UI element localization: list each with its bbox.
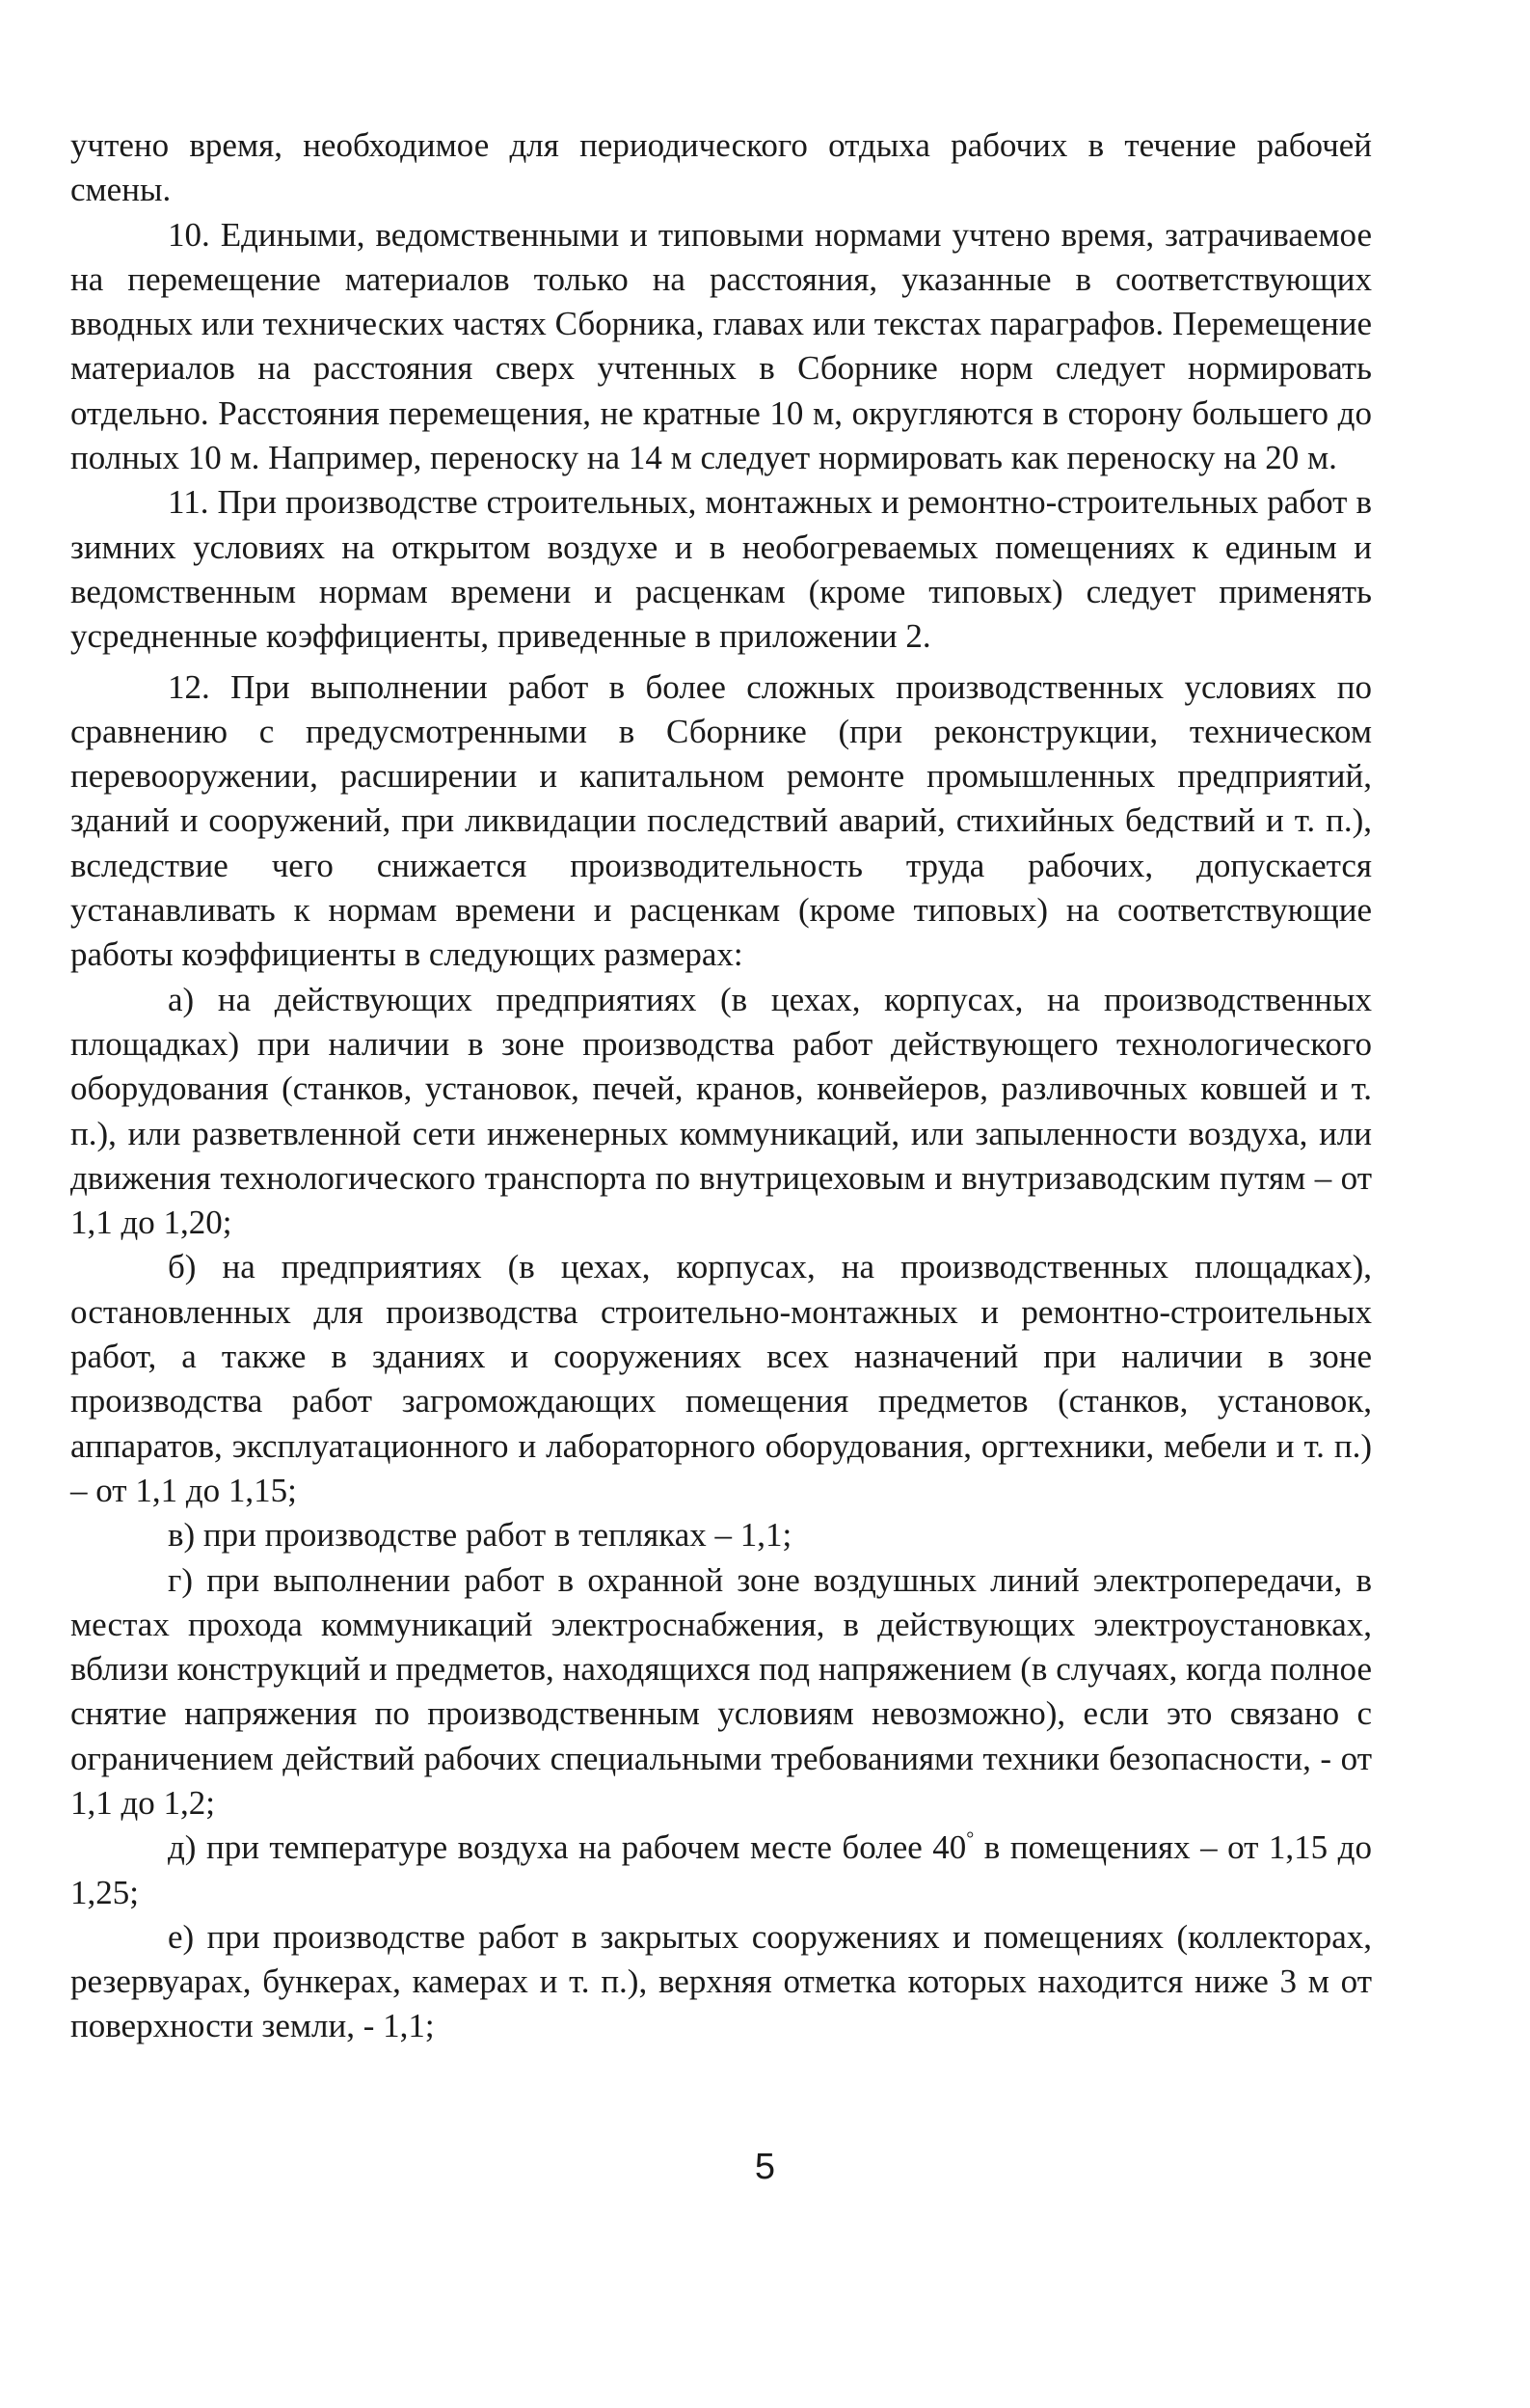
degree-sign: ° — [966, 1828, 975, 1851]
list-item-d-text-after: в помещениях – от 1,15 до 1,25; — [70, 1828, 1372, 1911]
list-item-b: б) на предприятиях (в цехах, корпусах, на производственных площадках), остановленных для производства строительно-монтажных и ремонтно-строительных работ, а также в зданиях и сооружениях всех назначений при наличии в зоне производства работ загромождающих помещения предметов (станков, установок, аппаратов, эксплуатационного и лабораторного оборудования, оргтехники, мебели и т. п.) – от 1,1 до 1,15; — [70, 1248, 1372, 1509]
paragraph-10: 10. Едиными, ведомственными и типовыми нормами учтено время, затрачиваемое на перемещение материалов только на расстояния, указанные в соответствующих вводных или технических частях Сборника, главах или текстах параграфов. Перемещение материалов на расстояния сверх учтенных в Сборнике норм следует нормировать отдельно. Расстояния перемещения, не кратные 10 м, округляются в сторону большего до полных 10 м. Например, переноску на 14 м следует нормировать как переноску на 20 м. — [70, 215, 1372, 477]
paragraph-12: 12. При выполнении работ в более сложных производственных условиях по сравнению с предусмотренными в Сборнике (при реконструкции, техническом перевооружении, расширении и капитальном ремонте промышленных предприятий, зданий и сооружений, при ликвидации последствий аварий, стихийных бедствий и т. п.), вследствие чего снижается производительность труда рабочих, допускается устанавливать к нормам времени и расценкам (кроме типовых) на соответствующие работы коэффициенты в следующих размерах: — [70, 667, 1372, 974]
list-item-d — [70, 1826, 1372, 1915]
list-item-a: а) на действующих предприятиях (в цехах, корпусах, на производственных площадках) при наличии в зоне производства работ действующего технологического оборудования (станков, установок, печей, кранов, конвейеров, разливочных ковшей и т. п.), или разветвленной сети инженерных коммуникаций, или запыленности воздуха, или движения технологического транспорта по внутрицеховым и внутризаводским путям – от 1,1 до 1,20; — [70, 980, 1372, 1242]
list-item-v: в) при производстве работ в тепляках – 1,1; — [168, 1516, 792, 1555]
list-item-g: г) при выполнении работ в охранной зоне воздушных линий электропередачи, в местах прохода коммуникаций электроснабжения, в действующих электроустановках, вблизи конструкций и предметов, находящихся под напряжением (в случаях, когда полное снятие напряжения по производственным условиям невозможно), если это связано с ограничением действий рабочих специальными требованиями техники безопасности, - от 1,1 до 1,2; — [70, 1560, 1372, 1822]
paragraph-11: 11. При производстве строительных, монтажных и ремонтно-строительных работ в зимних условиях на открытом воздухе и в необогреваемых помещениях к единым и ведомственным нормам времени и расценкам (кроме типовых) следует применять усредненные коэффициенты, приведенные в приложении 2. — [70, 483, 1372, 656]
page-number: 5 — [754, 2147, 776, 2187]
document-body — [70, 123, 1372, 2049]
paragraph-continuation: учтено время, необходимое для периодического отдыха рабочих в течение рабочей смены. — [70, 126, 1372, 209]
list-item-e: е) при производстве работ в закрытых сооружениях и помещениях (коллекторах, резервуарах, бункерах, камерах и т. п.), верхняя отметка которых находится ниже 3 м от поверхности земли, - 1,1; — [70, 1917, 1372, 2045]
list-item-d-text-before: д) при температуре воздуха на рабочем месте более 40 — [168, 1828, 967, 1867]
